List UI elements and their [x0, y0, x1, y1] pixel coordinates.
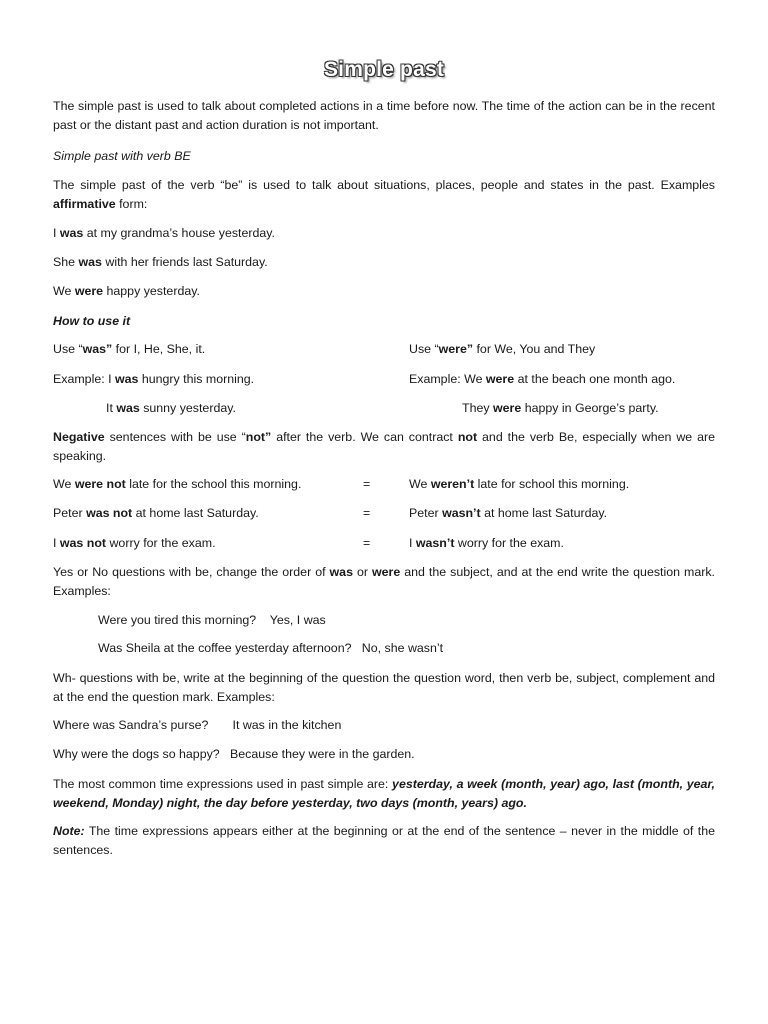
usage-example-right: They were happy in George’s party.: [462, 401, 659, 415]
negative-row: We were not late for the school this morning. = We weren’t late for school this morning.: [53, 475, 715, 494]
yesno-example: Were you tired this morning? Yes, I was: [98, 613, 326, 627]
intro-paragraph: The simple past is used to talk about completed actions in a time before now. The time of the action can be in the recent past or the distant past and action duration is not important.: [53, 99, 715, 132]
usage-row: [53, 340, 715, 359]
negative-row: Peter was not at home last Saturday. = Peter wasn’t at home last Saturday.: [53, 504, 715, 523]
usage-example-right: Example: We were at the beach one month ago.: [409, 372, 676, 386]
wh-example: Where was Sandra’s purse? It was in the kitchen: [53, 718, 342, 732]
usage-example-left: Example: I was hungry this morning.: [53, 372, 255, 386]
negative-paragraph: Negative sentences with be use “not” after the verb. We can contract not and the verb Be, especially when we are speaking.: [53, 430, 716, 463]
be-intro-paragraph: [53, 176, 715, 213]
page-title: Simple past: [323, 58, 445, 81]
wh-paragraph: Wh- questions with be, write at the beginning of the question the question word, then verb be, subject, complement and at the end the question mark. Examples:: [53, 671, 715, 704]
equals-sign: =: [363, 536, 371, 550]
example-sentence: I was at my grandma’s house yesterday.: [53, 226, 276, 240]
negative-row: I was not worry for the exam. = I wasn’t worry for the exam.: [53, 534, 715, 553]
note-paragraph: Note: The time expressions appears either at the beginning or at the end of the sentence – never in the middle of the sentences.: [53, 824, 715, 857]
section-heading: Simple past with verb BE: [53, 149, 191, 163]
wh-example: Why were the dogs so happy? Because they were in the garden.: [53, 747, 415, 761]
yesno-example: Was Sheila at the coffee yesterday afternoon? No, she wasn’t: [98, 641, 444, 655]
note-label: Note:: [53, 824, 85, 838]
be-intro-bold: affirmative: [53, 196, 116, 211]
yesno-paragraph: Yes or No questions with be, change the order of was or were and the subject, and at the end write the question mark. Examples:: [53, 565, 715, 598]
equals-sign: =: [363, 506, 371, 520]
be-intro-text: The simple past of the verb “be” is used to talk about situations, places, people and states in the past. Examples: [53, 178, 715, 192]
usage-right: Use “were” for We, You and They: [409, 342, 596, 356]
equals-sign: =: [363, 477, 371, 491]
usage-example-row: [53, 370, 715, 389]
how-to-use-heading: How to use it: [53, 314, 131, 328]
be-intro-text-end: form:: [115, 196, 148, 211]
usage-example-left: It was sunny yesterday.: [106, 401, 236, 415]
usage-left: Use “was” for I, He, She, it.: [53, 342, 206, 356]
example-sentence: She was with her friends last Saturday.: [53, 255, 268, 269]
time-expressions-paragraph: The most common time expressions used in past simple are: yesterday, a week (month, year) ago, last (month, year, weekend, Monday) night, the day before yesterday, two days (month, years) ago.: [53, 777, 716, 810]
example-sentence: We were happy yesterday.: [53, 284, 200, 298]
usage-example-row: [53, 399, 715, 418]
